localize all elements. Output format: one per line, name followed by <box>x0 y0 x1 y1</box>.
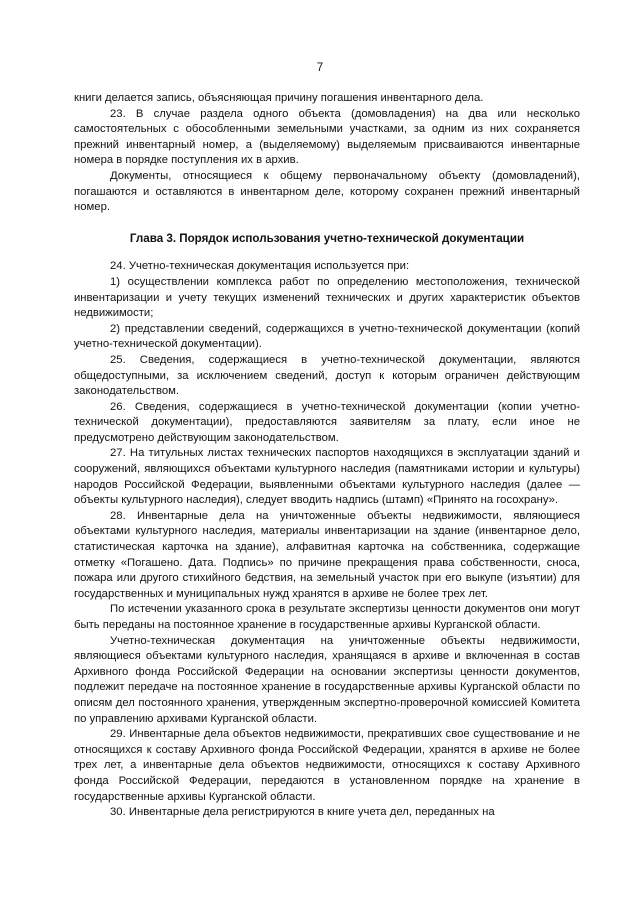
paragraph-30: 30. Инвентарные дела регистрируются в книге учета дел, переданных на <box>110 806 495 819</box>
paragraph-23: 23. В случае раздела одного объекта (домовладения) на два или несколько самостоятельных с обособленными земельными участками, за одним из них сохраняется прежний инвентарный номер, а (выделяемому) выделяемым присваиваются инвентарные номера в порядке поступления их в архив. <box>74 107 580 167</box>
paragraph-25: 25. Сведения, содержащиеся в учетно-технической документации, являются общедоступными, за исключением сведений, доступ к которым ограничен действующим законодательством. <box>74 353 580 398</box>
paragraph-27: 27. На титульных листах технических паспортов находящихся в эксплуатации зданий и сооружений, являющихся объектами культурного наследия (памятниками истории и культуры) народов Российской Федерации, выявленными объектами культурного наследия (далее — объекты культурного наследия), следует вводить надпись (штамп) «Принято на госохрану». <box>74 447 580 507</box>
page-number: 7 <box>316 62 324 74</box>
document-body <box>74 91 580 821</box>
paragraph-23-cont: Документы, относящиеся к общему первоначальному объекту (домовладений), погашаются и оставляются в инвентарном деле, которому сохранен прежний инвентарный номер. <box>74 169 580 214</box>
paragraph-24-item-1: 1) осуществлении комплекса работ по определению местоположения, технической инвентаризации и учету текущих изменений технических и других характеристик объектов недвижимости; <box>74 275 580 320</box>
chapter-title: Глава 3. Порядок использования учетно-технической документации <box>129 231 525 245</box>
paragraph-24-item-2: 2) представлении сведений, содержащихся в учетно-технической документации (копий учетно-технической документации). <box>74 322 580 351</box>
paragraph-28: 28. Инвентарные дела на уничтоженные объекты недвижимости, являющиеся объектами культурного наследия, материалы инвентаризации на здание (инвентарное дело, статистическая карточка на здание), алфавитная карточка на собственника, содержащие отметку «Погашено. Дата. Подпись» по причине прекращения права собственности, сноса, пожара или другого стихийного бедствия, на земельный участок при его выкупе (изъятии) для государственных и муниципальных нужд хранятся в архиве не более трех лет. <box>74 509 580 600</box>
paragraph-28-cont-1: По истечении указанного срока в результате экспертизы ценности документов они могут быть переданы на постоянное хранение в государственные архивы Курганской области. <box>74 603 580 631</box>
paragraph-24: 24. Учетно-техническая документация используется при: <box>110 260 410 273</box>
paragraph-continuation: книги делается запись, объясняющая причину погашения инвентарного дела. <box>74 92 484 104</box>
paragraph-28-cont-2: Учетно-техническая документация на уничтоженные объекты недвижимости, являющиеся объектами культурного наследия, хранящаяся в архиве и включенная в состав Архивного фонда Российской Федерации на основании экспертизы ценности документов, подлежит передаче на постоянное хранение в государственные архивы Курганской области по описям дел постоянного хранения, утвержденным экспертно-проверочной комиссией Комитета по управлению архивами Курганской области. <box>74 634 580 725</box>
paragraph-29: 29. Инвентарные дела объектов недвижимости, прекративших свое существование и не относящихся к составу Архивного фонда Российской Федерации, хранятся в архиве не более трех лет, а инвентарные дела объектов недвижимости, относящихся к составу Архивного фонда Российской Федерации, передаются в установленном порядке на хранение в государственные архивы Курганской области. <box>74 728 580 803</box>
paragraph-26: 26. Сведения, содержащиеся в учетно-технической документации (копии учетно-технической документации), предоставляются заявителям за плату, если иное не предусмотрено действующим законодательством. <box>74 400 580 444</box>
